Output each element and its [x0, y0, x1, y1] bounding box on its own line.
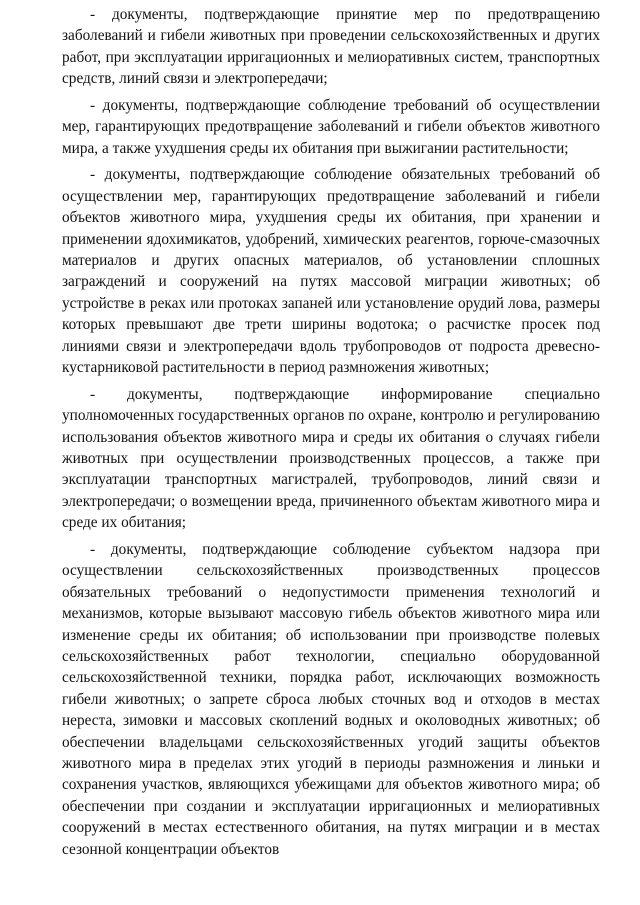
paragraph-vegetation-burning: - документы, подтверждающие соблюдение требований об осуществлении мер, гарантирующих предотвращение заболеваний и гибели объектов животного мира, а также ухудшения среды их обитания при выжигании растительности;	[62, 96, 600, 157]
document-page	[62, 4, 600, 865]
paragraph-informing-authorities: - документы, подтверждающие информирование специально уполномоченных государственных органов по охране, контролю и регулированию использования объектов животного мира и среды их обитания о случаях гибели животных при осуществлении производственных процессов, а также при эксплуатации транспортных магистралей, трубопроводов, линий связи и электропередачи; о возмещении вреда, причиненного объектам животного мира и среде их обитания;	[62, 385, 600, 532]
paragraph-hazardous-materials: - документы, подтверждающие соблюдение обязательных требований об осуществлении мер, гарантирующих предотвращение заболеваний и гибели объектов животного мира, ухудшения среды их обитания, при хранении и применении ядохимикатов, удобрений, химических реагентов, горюче-смазочных материалов и других опасных материалов, об установлении сплошных заграждений и сооружений на путях массовой миграции животных; об устройстве в реках или протоках запаней или установление орудий лова, размеры которых превышают две трети ширины водотока; о расчистке просек под линиями связи и электропередачи вдоль трубопроводов от подроста древесно-кустарниковой растительности в период размножения животных;	[62, 166, 600, 377]
paragraph-prevention-measures: - документы, подтверждающие принятие мер по предотвращению заболеваний и гибели животных при проведении сельскохозяйственных и других работ, при эксплуатации ирригационных и мелиоративных систем, транспортных средств, линий связи и электропередачи;	[62, 6, 600, 88]
paragraph-agricultural-requirements: - документы, подтверждающие соблюдение субъектом надзора при осуществлении сельскохозяйственных производственных процессов обязательных требований о недопустимости применения технологий и механизмов, которые вызывают массовую гибель объектов животного мира или изменение среды их обитания; об использовании при производстве полевых сельскохозяйственных работ технологии, специально оборудованной сельскохозяйственной техники, порядка работ, исключающих возможность гибели животных; о запрете сброса любых сточных вод и отходов в местах нереста, зимовки и массовых скоплений водных и околоводных животных; об обеспечении владельцами сельскохозяйственных угодий защиты объектов животного мира в пределах этих угодий в периоды размножения и линьки и сохранения участков, являющихся убежищами для объектов животного мира; об обеспечении при создании и эксплуатации ирригационных и мелиоративных сооружений в местах естественного обитания, на путях миграции и в местах сезонной концентрации объектов	[62, 540, 600, 858]
